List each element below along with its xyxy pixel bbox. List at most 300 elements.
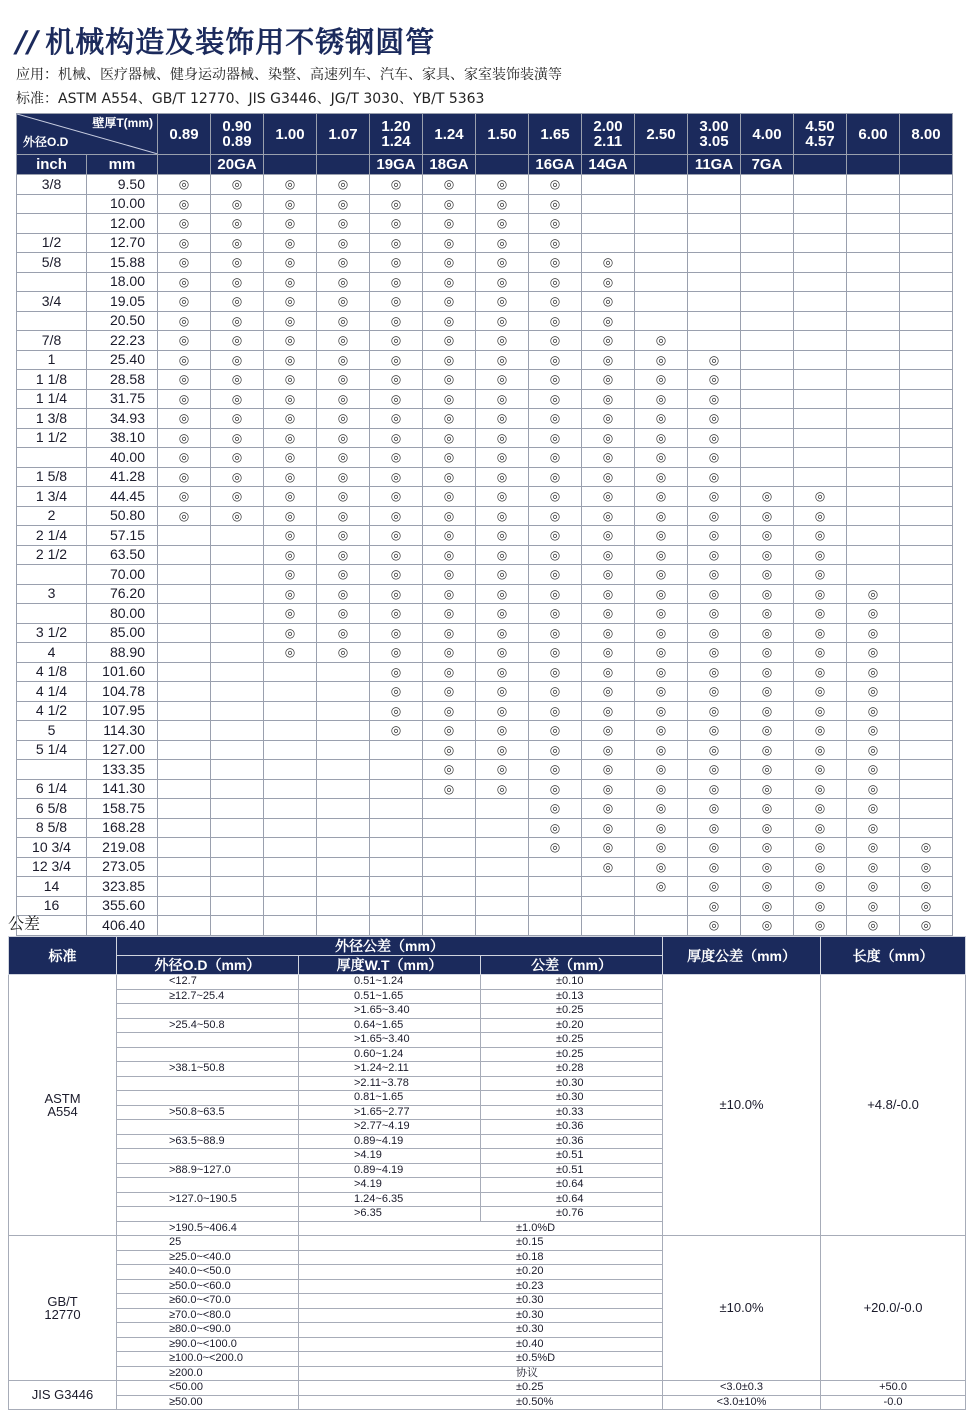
available-mark: ◎ [443, 762, 455, 776]
available-mark: ◎ [390, 703, 402, 718]
inch-cell: 7/8 [17, 331, 87, 351]
availability-cell [317, 233, 370, 253]
availability-cell [158, 740, 211, 760]
availability-cell [635, 721, 688, 741]
availability-cell [900, 467, 953, 487]
available-mark: ◎ [337, 255, 349, 269]
availability-cell [476, 448, 529, 468]
availability-cell [423, 389, 476, 409]
available-mark: ◎ [284, 567, 296, 581]
available-mark: ◎ [496, 508, 508, 523]
available-mark: ◎ [284, 313, 296, 328]
availability-cell [847, 175, 900, 195]
availability-cell [529, 623, 582, 643]
available-mark: ◎ [496, 684, 508, 698]
availability-cell [423, 838, 476, 858]
standard-header: 标准 [9, 937, 117, 975]
availability-cell [582, 448, 635, 468]
thickness-header: 1.07 [317, 114, 370, 155]
availability-cell [582, 487, 635, 507]
availability-cell [317, 721, 370, 741]
available-mark: ◎ [814, 508, 826, 523]
available-mark: ◎ [443, 645, 455, 659]
available-mark: ◎ [814, 684, 826, 698]
available-mark: ◎ [602, 645, 614, 659]
availability-cell [317, 643, 370, 663]
available-mark: ◎ [655, 586, 667, 601]
available-mark: ◎ [655, 645, 667, 659]
mm-cell: 9.50 [87, 175, 158, 195]
availability-cell [741, 233, 794, 253]
mm-cell: 80.00 [87, 604, 158, 624]
availability-cell [211, 760, 264, 780]
available-mark: ◎ [443, 489, 455, 503]
available-mark: ◎ [390, 684, 402, 698]
availability-cell [847, 916, 900, 936]
availability-cell [688, 175, 741, 195]
available-mark: ◎ [231, 489, 243, 503]
wt-range: >2.11~3.78 [299, 1076, 481, 1091]
available-mark: ◎ [390, 547, 402, 562]
availability-cell [582, 565, 635, 585]
available-mark: ◎ [337, 333, 349, 347]
availability-cell [264, 896, 317, 916]
table-row [17, 721, 953, 741]
available-mark: ◎ [655, 625, 667, 640]
availability-cell [582, 701, 635, 721]
available-mark: ◎ [602, 255, 614, 269]
mm-cell: 19.05 [87, 292, 158, 312]
available-mark: ◎ [231, 411, 243, 425]
availability-cell [423, 721, 476, 741]
available-mark: ◎ [549, 684, 561, 698]
available-mark: ◎ [443, 703, 455, 718]
availability-cell [423, 584, 476, 604]
availability-cell [741, 838, 794, 858]
availability-cell [635, 623, 688, 643]
od-tolerance: ±0.40 [299, 1337, 663, 1352]
inch-cell: 3 [17, 584, 87, 604]
available-mark: ◎ [602, 430, 614, 445]
available-mark: ◎ [443, 567, 455, 581]
availability-cell [211, 448, 264, 468]
available-mark: ◎ [337, 196, 349, 211]
thickness-header: 4.50 4.57 [794, 114, 847, 155]
availability-cell [370, 721, 423, 741]
available-mark: ◎ [655, 684, 667, 698]
inch-cell: 2 1/4 [17, 526, 87, 546]
availability-cell [635, 389, 688, 409]
available-mark: ◎ [231, 177, 243, 191]
availability-cell [211, 253, 264, 273]
available-mark: ◎ [284, 606, 296, 620]
availability-cell [317, 311, 370, 331]
availability-cell [847, 857, 900, 877]
available-mark: ◎ [814, 801, 826, 815]
od-range: ≥70.0~<80.0 [117, 1308, 299, 1323]
available-mark: ◎ [602, 411, 614, 425]
availability-cell [688, 916, 741, 936]
available-mark: ◎ [284, 196, 296, 211]
wt-range: 0.89~4.19 [299, 1134, 481, 1149]
availability-cell [211, 877, 264, 897]
availability-cell [794, 487, 847, 507]
available-mark: ◎ [178, 294, 190, 308]
availability-cell [317, 604, 370, 624]
available-mark: ◎ [284, 391, 296, 406]
available-mark: ◎ [602, 508, 614, 523]
availability-cell [688, 896, 741, 916]
table-row [17, 779, 953, 799]
availability-cell [158, 916, 211, 936]
availability-cell [317, 565, 370, 585]
available-mark: ◎ [178, 333, 190, 347]
availability-cell [900, 448, 953, 468]
available-mark: ◎ [390, 586, 402, 601]
available-mark: ◎ [814, 859, 826, 874]
od-tolerance: 协议 [299, 1366, 663, 1381]
available-mark: ◎ [443, 664, 455, 679]
availability-cell [741, 721, 794, 741]
availability-cell [741, 214, 794, 234]
availability-cell [476, 370, 529, 390]
available-mark: ◎ [602, 606, 614, 620]
availability-cell [211, 682, 264, 702]
gauge-header: 16GA [529, 155, 582, 175]
availability-cell [158, 233, 211, 253]
availability-cell [370, 584, 423, 604]
available-mark: ◎ [602, 372, 614, 386]
corner-thickness-label: 壁厚T(mm) [92, 116, 153, 130]
od-tolerance: ±0.5%D [299, 1352, 663, 1367]
availability-cell [635, 857, 688, 877]
mm-cell: 12.70 [87, 233, 158, 253]
wt-range: 0.64~1.65 [299, 1018, 481, 1033]
available-mark: ◎ [443, 723, 455, 737]
available-mark: ◎ [602, 586, 614, 601]
availability-cell [370, 467, 423, 487]
availability-cell [370, 272, 423, 292]
od-range [117, 1091, 299, 1106]
availability-cell [211, 584, 264, 604]
available-mark: ◎ [602, 781, 614, 796]
availability-cell [264, 545, 317, 565]
availability-cell [211, 623, 264, 643]
available-mark: ◎ [178, 196, 190, 211]
availability-cell [582, 331, 635, 351]
availability-cell [635, 370, 688, 390]
available-mark: ◎ [655, 391, 667, 406]
available-mark: ◎ [602, 528, 614, 542]
thickness-header: 0.89 [158, 114, 211, 155]
available-mark: ◎ [761, 918, 773, 932]
mm-cell: 355.60 [87, 896, 158, 916]
available-mark: ◎ [390, 469, 402, 484]
availability-cell [900, 896, 953, 916]
availability-cell [317, 760, 370, 780]
available-mark: ◎ [655, 742, 667, 757]
availability-cell [211, 721, 264, 741]
available-mark: ◎ [496, 196, 508, 211]
available-mark: ◎ [337, 352, 349, 367]
available-mark: ◎ [549, 664, 561, 679]
availability-cell [317, 272, 370, 292]
availability-cell [635, 584, 688, 604]
availability-cell [476, 526, 529, 546]
availability-cell [529, 584, 582, 604]
mm-cell: 41.28 [87, 467, 158, 487]
available-mark: ◎ [496, 372, 508, 386]
available-mark: ◎ [231, 216, 243, 230]
availability-cell [158, 467, 211, 487]
availability-cell [794, 214, 847, 234]
availability-cell [741, 467, 794, 487]
gauge-header: 14GA [582, 155, 635, 175]
available-mark: ◎ [443, 235, 455, 250]
availability-cell [635, 779, 688, 799]
standard-name: GB/T 12770 [9, 1236, 117, 1381]
available-mark: ◎ [443, 333, 455, 347]
availability-cell [317, 662, 370, 682]
availability-cell [370, 292, 423, 312]
availability-cell [582, 409, 635, 429]
availability-cell [264, 214, 317, 234]
availability-cell [317, 467, 370, 487]
availability-cell [741, 311, 794, 331]
availability-cell [635, 506, 688, 526]
od-range: >190.5~406.4 [117, 1221, 299, 1236]
availability-cell [264, 623, 317, 643]
availability-cell [635, 838, 688, 858]
availability-cell [476, 292, 529, 312]
availability-cell [476, 409, 529, 429]
availability-cell [370, 233, 423, 253]
od-range: ≥50.00 [117, 1395, 299, 1410]
availability-cell [847, 233, 900, 253]
available-mark: ◎ [549, 372, 561, 386]
available-mark: ◎ [761, 840, 773, 854]
availability-cell [688, 370, 741, 390]
availability-cell [794, 409, 847, 429]
availability-cell [900, 623, 953, 643]
available-mark: ◎ [284, 411, 296, 425]
availability-cell [158, 409, 211, 429]
od-range [117, 1033, 299, 1048]
availability-cell [264, 760, 317, 780]
mm-cell: 20.50 [87, 311, 158, 331]
od-range [117, 1207, 299, 1222]
availability-cell [847, 721, 900, 741]
availability-cell [370, 818, 423, 838]
available-mark: ◎ [602, 352, 614, 367]
availability-cell [794, 292, 847, 312]
availability-cell [529, 194, 582, 214]
inch-cell: 4 1/8 [17, 662, 87, 682]
tolerance-table-body [9, 975, 966, 1410]
available-mark: ◎ [761, 703, 773, 718]
availability-cell [423, 760, 476, 780]
availability-cell [635, 253, 688, 273]
mm-cell: 133.35 [87, 760, 158, 780]
available-mark: ◎ [761, 625, 773, 640]
available-mark: ◎ [549, 294, 561, 308]
availability-cell [900, 506, 953, 526]
available-mark: ◎ [602, 391, 614, 406]
availability-cell [794, 721, 847, 741]
available-mark: ◎ [496, 645, 508, 659]
availability-cell [158, 506, 211, 526]
available-mark: ◎ [443, 255, 455, 269]
available-mark: ◎ [390, 625, 402, 640]
availability-cell [158, 779, 211, 799]
availability-cell [900, 584, 953, 604]
availability-cell [847, 292, 900, 312]
availability-cell [264, 818, 317, 838]
availability-cell [741, 194, 794, 214]
availability-cell [370, 799, 423, 819]
availability-cell [211, 194, 264, 214]
availability-cell [582, 896, 635, 916]
available-mark: ◎ [602, 547, 614, 562]
availability-cell [529, 760, 582, 780]
available-mark: ◎ [496, 528, 508, 542]
availability-cell [794, 760, 847, 780]
gauge-header [264, 155, 317, 175]
available-mark: ◎ [496, 567, 508, 581]
available-mark: ◎ [443, 547, 455, 562]
inch-cell: 6 5/8 [17, 799, 87, 819]
mm-cell: 114.30 [87, 721, 158, 741]
inch-header: inch [17, 155, 87, 175]
available-mark: ◎ [496, 781, 508, 796]
available-mark: ◎ [390, 352, 402, 367]
available-mark: ◎ [390, 177, 402, 191]
od-tolerance: ±0.25 [481, 1004, 663, 1019]
availability-cell [370, 565, 423, 585]
availability-cell [688, 214, 741, 234]
availability-cell [529, 721, 582, 741]
available-mark: ◎ [814, 723, 826, 737]
title-slash: // [16, 25, 40, 59]
availability-cell [317, 896, 370, 916]
available-mark: ◎ [708, 430, 720, 445]
available-mark: ◎ [231, 294, 243, 308]
available-mark: ◎ [337, 567, 349, 581]
availability-cell [794, 701, 847, 721]
availability-cell [317, 448, 370, 468]
available-mark: ◎ [390, 196, 402, 211]
availability-cell [529, 292, 582, 312]
availability-cell [741, 604, 794, 624]
available-mark: ◎ [761, 489, 773, 503]
availability-cell [317, 701, 370, 721]
availability-cell [158, 565, 211, 585]
availability-cell [158, 370, 211, 390]
availability-cell [794, 272, 847, 292]
available-mark: ◎ [549, 606, 561, 620]
available-mark: ◎ [178, 469, 190, 484]
available-mark: ◎ [867, 820, 879, 835]
availability-cell [158, 214, 211, 234]
wt-range: >1.65~3.40 [299, 1033, 481, 1048]
availability-cell [900, 253, 953, 273]
mm-cell: 40.00 [87, 448, 158, 468]
availability-cell [476, 350, 529, 370]
availability-cell [264, 662, 317, 682]
inch-cell: 1 [17, 350, 87, 370]
availability-cell [529, 487, 582, 507]
availability-cell [847, 701, 900, 721]
availability-cell [529, 311, 582, 331]
availability-cell [741, 370, 794, 390]
availability-cell [423, 214, 476, 234]
availability-cell [847, 370, 900, 390]
mm-cell: 57.15 [87, 526, 158, 546]
availability-cell [688, 331, 741, 351]
inch-cell: 3/4 [17, 292, 87, 312]
available-mark: ◎ [814, 703, 826, 718]
available-mark: ◎ [390, 391, 402, 406]
mm-cell: 63.50 [87, 545, 158, 565]
availability-cell [794, 643, 847, 663]
availability-cell [635, 292, 688, 312]
availability-cell [423, 779, 476, 799]
corner-header [17, 114, 158, 155]
availability-cell [741, 253, 794, 273]
availability-cell [741, 389, 794, 409]
standards-line: 标准：ASTM A554、GB/T 12770、JIS G3446、JG/T 3030、YB/T 5363 [16, 91, 485, 107]
availability-cell [476, 682, 529, 702]
available-mark: ◎ [708, 528, 720, 542]
availability-cell [370, 175, 423, 195]
availability-cell [529, 604, 582, 624]
od-tolerance: ±1.0%D [299, 1221, 663, 1236]
available-mark: ◎ [284, 333, 296, 347]
availability-cell [476, 214, 529, 234]
available-mark: ◎ [443, 450, 455, 464]
availability-cell [688, 721, 741, 741]
available-mark: ◎ [284, 255, 296, 269]
availability-cell [317, 214, 370, 234]
mm-cell: 12.00 [87, 214, 158, 234]
available-mark: ◎ [549, 781, 561, 796]
availability-cell [211, 467, 264, 487]
available-mark: ◎ [867, 625, 879, 640]
availability-cell [582, 292, 635, 312]
od-range: >50.8~63.5 [117, 1105, 299, 1120]
od-tolerance: ±0.64 [481, 1178, 663, 1193]
available-mark: ◎ [867, 645, 879, 659]
availability-cell [529, 448, 582, 468]
availability-cell [423, 487, 476, 507]
availability-cell [158, 662, 211, 682]
availability-cell [211, 389, 264, 409]
available-mark: ◎ [284, 645, 296, 659]
availability-cell [264, 740, 317, 760]
mm-cell: 44.45 [87, 487, 158, 507]
availability-cell [476, 838, 529, 858]
availability-cell [264, 311, 317, 331]
od-tolerance: ±0.20 [481, 1018, 663, 1033]
gauge-header [476, 155, 529, 175]
available-mark: ◎ [284, 508, 296, 523]
availability-cell [211, 916, 264, 936]
available-mark: ◎ [814, 645, 826, 659]
availability-cell [211, 292, 264, 312]
available-mark: ◎ [496, 294, 508, 308]
availability-cell [688, 448, 741, 468]
available-mark: ◎ [867, 762, 879, 776]
